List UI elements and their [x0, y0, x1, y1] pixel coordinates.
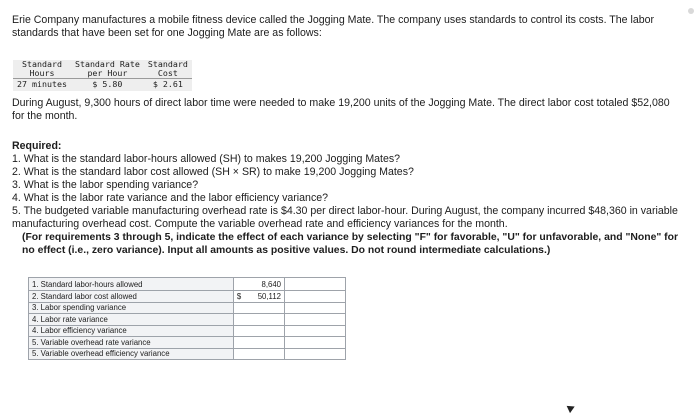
required-section — [12, 140, 692, 231]
standard-labor-cost-input[interactable]: 50,112 — [244, 291, 285, 303]
mouse-pointer-icon — [567, 403, 577, 413]
std-cost-header-line2: Cost — [157, 68, 178, 78]
standards-header-row-2 — [13, 69, 192, 79]
labor-spending-effect-select[interactable] — [285, 302, 346, 314]
voh-efficiency-effect-select[interactable] — [285, 348, 346, 360]
std-hours-value: 27 minutes — [13, 79, 71, 92]
answer-row — [29, 314, 346, 326]
answer-label: 5. Variable overhead efficiency variance — [29, 348, 234, 360]
required-item-4: 4. What is the labor rate variance and the labor efficiency variance? — [12, 192, 329, 204]
standards-value-row — [13, 79, 192, 92]
answer-row — [29, 325, 346, 337]
answer-currency: $ — [234, 291, 245, 303]
standard-labor-hours-input[interactable]: 8,640 — [244, 278, 285, 291]
std-cost-header-line1: Standard — [147, 59, 188, 69]
labor-rate-effect-select[interactable] — [285, 314, 346, 326]
answer-label: 5. Variable overhead rate variance — [29, 337, 234, 349]
answer-effect-cell — [285, 291, 346, 303]
answer-currency — [234, 314, 245, 326]
std-hours-header-line2: Hours — [29, 68, 55, 78]
answer-label: 4. Labor efficiency variance — [29, 325, 234, 337]
answer-table — [28, 277, 346, 360]
std-rate-header-line2: per Hour — [87, 68, 128, 78]
answer-row — [29, 291, 346, 303]
voh-rate-variance-input[interactable] — [244, 337, 285, 349]
answer-label: 2. Standard labor cost allowed — [29, 291, 234, 303]
required-item-2: 2. What is the standard labor cost allowed (SH × SR) to make 19,200 Jogging Mates? — [12, 166, 414, 178]
labor-spending-variance-input[interactable] — [244, 302, 285, 314]
corner-dot-icon — [688, 8, 694, 14]
labor-standards-table — [13, 60, 192, 91]
labor-rate-variance-input[interactable] — [244, 314, 285, 326]
std-rate-value: $ 5.80 — [71, 79, 144, 92]
instructions-note: (For requirements 3 through 5, indicate the effect of each variance by selecting "F" for favorable, "U" for unfavorable, and "None" for no effect (i.e., zero variance). Input all amounts as positive values. Do not round intermediate calculations.) — [22, 232, 679, 256]
answer-label: 3. Labor spending variance — [29, 302, 234, 314]
voh-rate-effect-select[interactable] — [285, 337, 346, 349]
required-item-1: 1. What is the standard labor-hours allowed (SH) to makes 19,200 Jogging Mates? — [12, 153, 401, 165]
answer-currency — [234, 278, 245, 291]
intro-paragraph: Erie Company manufactures a mobile fitness device called the Jogging Mate. The company uses standards to control its costs. The labor standards that have been set for one Jogging Mate are as follows: — [12, 14, 655, 39]
labor-efficiency-variance-input[interactable] — [244, 325, 285, 337]
required-heading: Required: — [12, 140, 62, 152]
answer-row — [29, 337, 346, 349]
required-item-5: 5. The budgeted variable manufacturing overhead rate is $4.30 per direct labor-hour. During August, the company incurred $48,360 in variable manufacturing overhead cost. Compute the variable overhead rate and efficiency variances for the month. — [12, 205, 678, 230]
std-hours-header-line1: Standard — [21, 59, 62, 69]
answer-row — [29, 302, 346, 314]
voh-efficiency-variance-input[interactable] — [244, 348, 285, 360]
august-facts-paragraph: During August, 9,300 hours of direct labor time were needed to make 19,200 units of the Jogging Mate. The direct labor cost totaled $52,080 for the month. — [12, 97, 670, 122]
required-item-3: 3. What is the labor spending variance? — [12, 179, 199, 191]
answer-currency — [234, 325, 245, 337]
answer-currency — [234, 348, 245, 360]
answer-currency — [234, 337, 245, 349]
std-cost-value: $ 2.61 — [144, 79, 192, 92]
answer-effect-cell — [285, 278, 346, 291]
answer-currency — [234, 302, 245, 314]
std-rate-header-line1: Standard Rate — [74, 59, 140, 69]
answer-label: 4. Labor rate variance — [29, 314, 234, 326]
answer-label: 1. Standard labor-hours allowed — [29, 278, 234, 291]
answer-row — [29, 278, 346, 291]
answer-row — [29, 348, 346, 360]
labor-efficiency-effect-select[interactable] — [285, 325, 346, 337]
